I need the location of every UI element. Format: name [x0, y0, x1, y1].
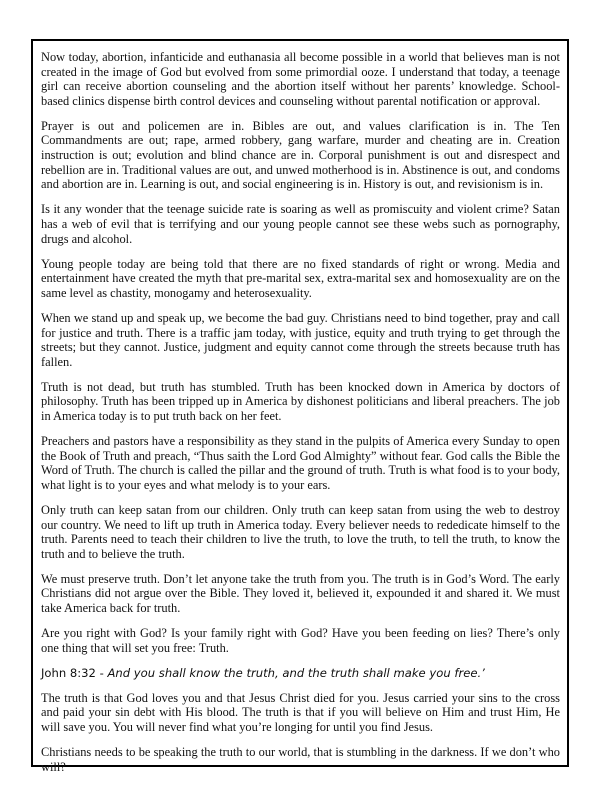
paragraph-suicide-rate: Is it any wonder that the teenage suicide rate is soaring as well as promiscuity and violent crime? Satan has a web of evil that is terrifying and our young people cannot see these webs such as pornography, drugs and alcohol.	[41, 202, 560, 246]
paragraph-young-people: Young people today are being told that there are no fixed standards of right or wrong. Media and entertainment have created the myth that pre-marital sex, extra-marital sex and homosexuality are on the same level as chastity, monogamy and heterosexuality.	[41, 256, 560, 300]
scripture-quote	[41, 666, 560, 681]
verse-text: And you shall know the truth, and the truth shall make you free.’	[107, 665, 485, 680]
paragraph-god-loves-you: The truth is that God loves you and that Jesus Christ died for you. Jesus carried your sins to the cross and paid your sin debt with His blood. The truth is that if you will believe on Him and trust Him, He will save you. You will never find what you’re longing for until you find Jesus.	[41, 690, 560, 735]
page-border	[31, 39, 569, 774]
paragraph-values: Prayer is out and policemen are in. Bibles are out, and values clarification is in. The Ten Commandments are out; rape, armed robbery, gang warfare, murder and cheating are in. Creation instruction is out; evolution and blind chance are in. Corporal punishment is out and disrespect and rebellion are in. Traditional values are out, and unwed motherhood is in. Abstinence is out, and condoms and abortion are in. Learning is out, and social engineering is in. History is out, and revisionism is in.	[41, 118, 560, 192]
paragraph-closing: Christians needs to be speaking the truth to our world, that is stumbling in the darkness. If we don’t who will?	[41, 745, 560, 774]
paragraph-only-truth: Only truth can keep satan from our children. Only truth can keep satan from using the web to destroy our country. We need to lift up truth in America today. Every believer needs to rededicate himself to the truth. Parents need to teach their children to live the truth, to love the truth, to tell the truth, to know the truth and to believe the truth.	[41, 502, 560, 561]
paragraph-abortion: Now today, abortion, infanticide and euthanasia all become possible in a world that believes man is not created in the image of God but evolved from some primordial ooze. I understand that today, a teenage girl can receive abortion counseling and the abortion itself without her parents’ knowledge. School-based clinics dispense birth control devices and counseling without parental notification or approval.	[41, 50, 560, 108]
verse-reference: John 8:32 -	[41, 665, 108, 680]
paragraph-right-with-god: Are you right with God? Is your family right with God? Have you been feeding on lies? There’s only one thing that will set you free: Truth.	[41, 626, 560, 655]
paragraph-truth-stumbled: Truth is not dead, but truth has stumbled. Truth has been knocked down in America by doctors of philosophy. Truth has been tripped up in America by dishonest politicians and liberal preachers. The job in America today is to put truth back on her feet.	[41, 379, 560, 423]
paragraph-preserve-truth: We must preserve truth. Don’t let anyone take the truth from you. The truth is in God’s Word. The early Christians did not argue over the Bible. They loved it, believed it, expounded it and shared it. We must take America back for truth.	[41, 571, 560, 615]
paragraph-preachers: Preachers and pastors have a responsibility as they stand in the pulpits of America every Sunday to open the Book of Truth and preach, “Thus saith the Lord God Almighty” without fear. God calls the Bible the Word of Truth. The church is called the pillar and the ground of truth. Truth is what food is to your body, what light is to your eyes and what melody is to your ears.	[41, 434, 561, 492]
paragraph-stand-up: When we stand up and speak up, we become the bad guy. Christians need to bind together, pray and call for justice and truth. There is a traffic jam today, with justice, equity and truth trying to get through the streets; but they cannot. Justice, judgment and equity cannot come through the streets because truth has fallen.	[41, 310, 560, 369]
